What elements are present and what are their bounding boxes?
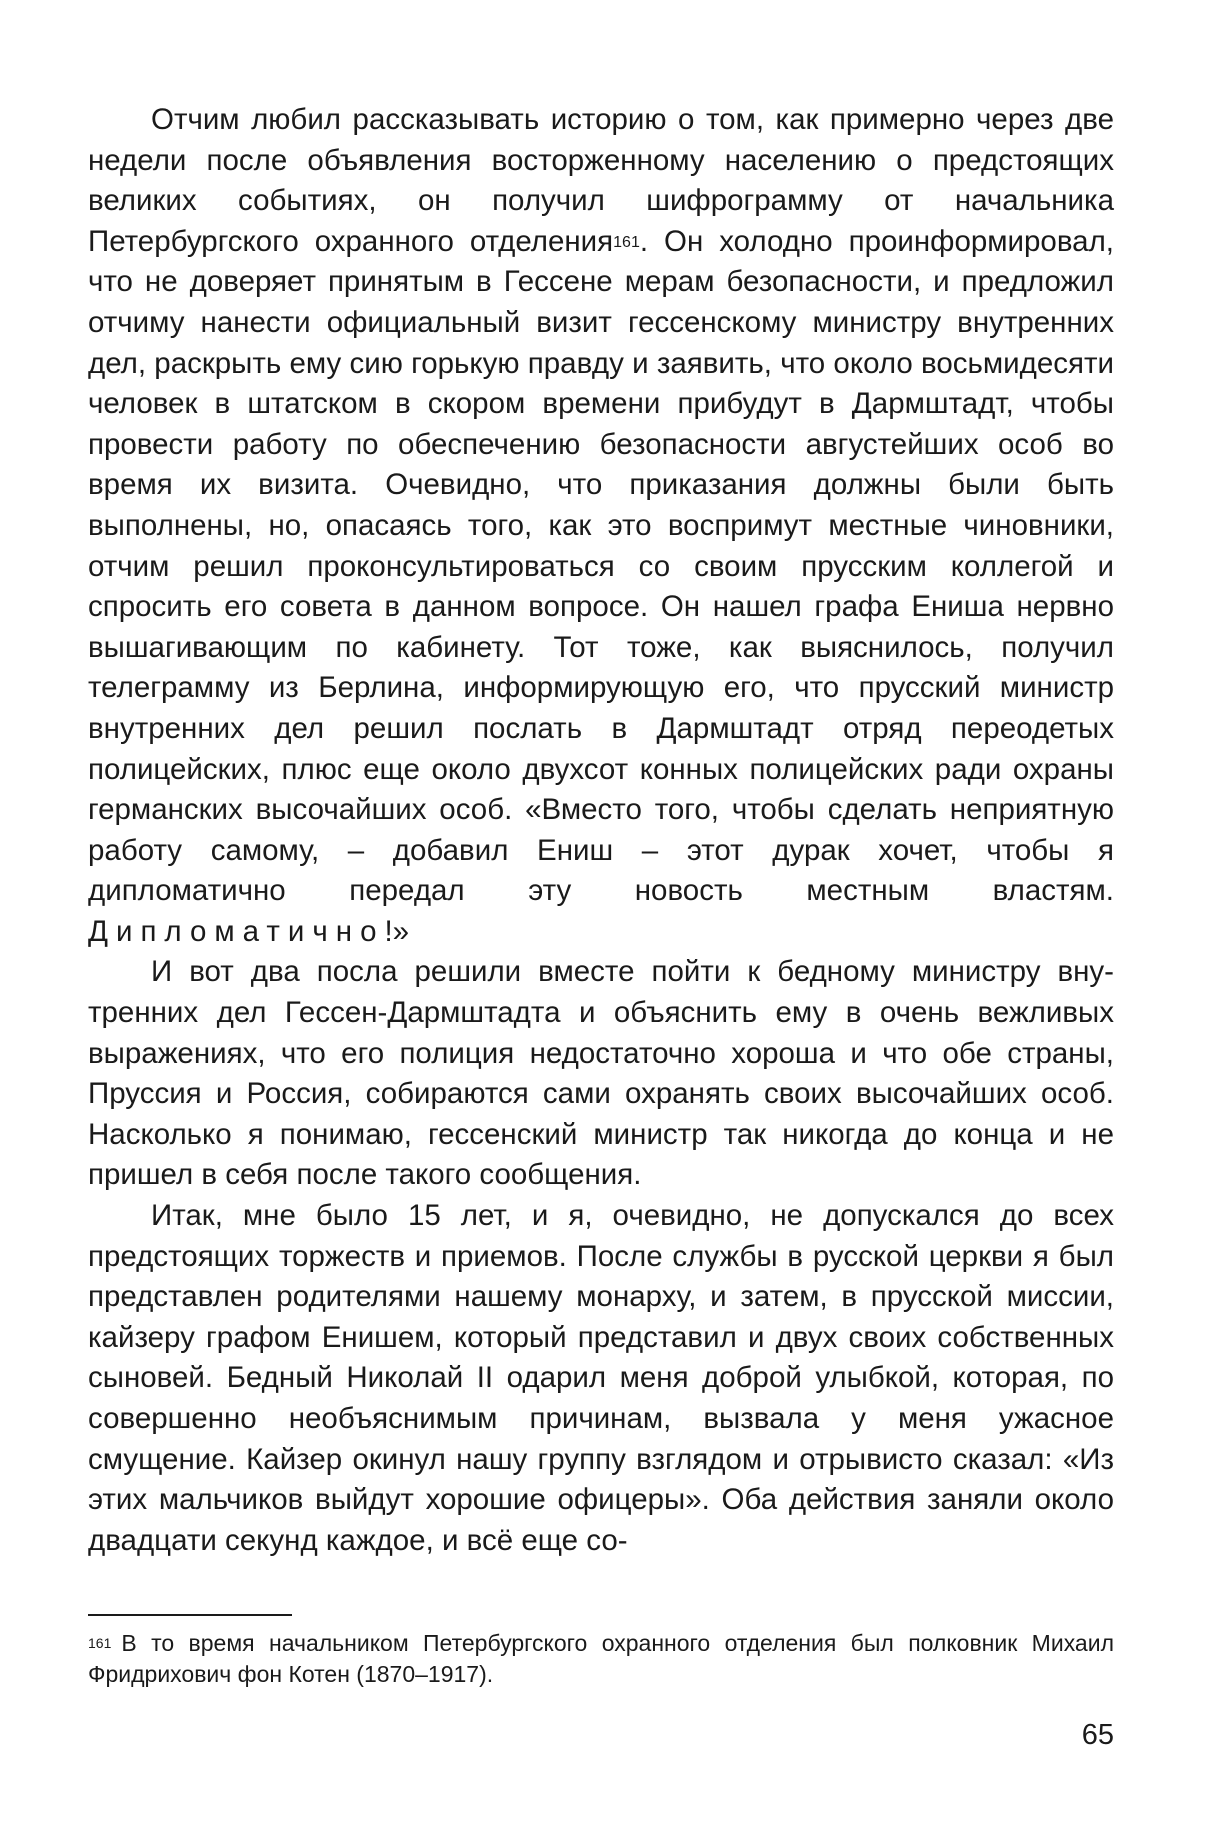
- footnote-reference: 161: [613, 233, 640, 251]
- spaced-emphasis: Дипломатично: [88, 914, 385, 948]
- footnote-divider: [88, 1614, 292, 1616]
- paragraph-3: Итак, мне было 15 лет, и я, очевидно, не допускался до всех предстоящих торжеств и приемов. После службы в русской церкви я был представлен родителями нашему монарху, и затем, в прусской миссии, кайзеру графом Енишем, который представил и двух своих собственных сыновей. Бедный Николай II одарил меня доброй улыбкой, которая, по совершенно необъяснимым причинам, вызвала у меня ужасное смущение. Кайзер окинул нашу группу взглядом и отрывисто сказал: «Из этих мальчиков выйдут хорошие офицеры». Оба действия заняли около двадцати секунд каждое, и всё еще со-: [88, 1199, 1114, 1557]
- paragraph-2: И вот два посла решили вместе пойти к бедному министру внутренних дел Гессен-Дармштадта и объяснить ему в очень вежливых выражениях, что его полиция недостаточно хороша и что обе страны, Пруссия и Россия, собираются сами охранять своих высочайших особ. Насколько я понимаю, гессенский министр так никогда до конца и не пришел в себя после такого сообщения.: [88, 955, 1114, 1192]
- paragraph-1-part-c: !»: [384, 914, 410, 948]
- paragraph-1-part-b: . Он холодно проинформировал, что не доверяет принятым в Гессене мерам безопасности, и предложил отчиму нанести официальный визит гессенскому министру внутренних дел, раскрыть ему сию горькую правду и заявить, что около восьмидесяти человек в штатском в скором времени прибудут в Дармштадт, чтобы провести работу по обеспечению безопасности августейших особ во время их визита. Очевидно, что приказания должны были быть выполнены, но, опасаясь того, как это воспримут местные чиновники, отчим решил проконсультироваться со своим прусским коллегой и спросить его совета в данном вопросе. Он нашел графа Ениша нервно вышагивающим по кабинету. Тот тоже, как выяснилось, получил телеграмму из Берлина, информирующую его, что прусский министр внутренних дел решил послать в Дармштадт отряд переодетых полицейских, плюс еще около двухсот конных полицейских ради охраны германских высочайших особ. «Вместо того, чтобы сделать неприятную работу самому, – добавил Ениш – этот дурак хочет, чтобы я дипломатично передал эту новость местным властям.: [88, 224, 1114, 908]
- footnote-text: В то время начальником Петербургского охранного отделения был полковник Михаил Фридрихович фон Котен (1870–1917).: [88, 1630, 1114, 1687]
- paragraph-1-part-a: Отчим любил рассказывать историю о том, как примерно через две недели после объявления восторженному населению о предстоящих великих событиях, он получил шифрограмму от начальника Петербургского охранного отделения: [88, 103, 1114, 258]
- footnote: [88, 1628, 1114, 1690]
- page-number: 65: [1081, 1719, 1114, 1751]
- paragraph-1: [88, 100, 1114, 952]
- footnote-number: 161: [88, 1635, 112, 1651]
- book-page: [88, 100, 1114, 1751]
- main-text: [88, 100, 1114, 1561]
